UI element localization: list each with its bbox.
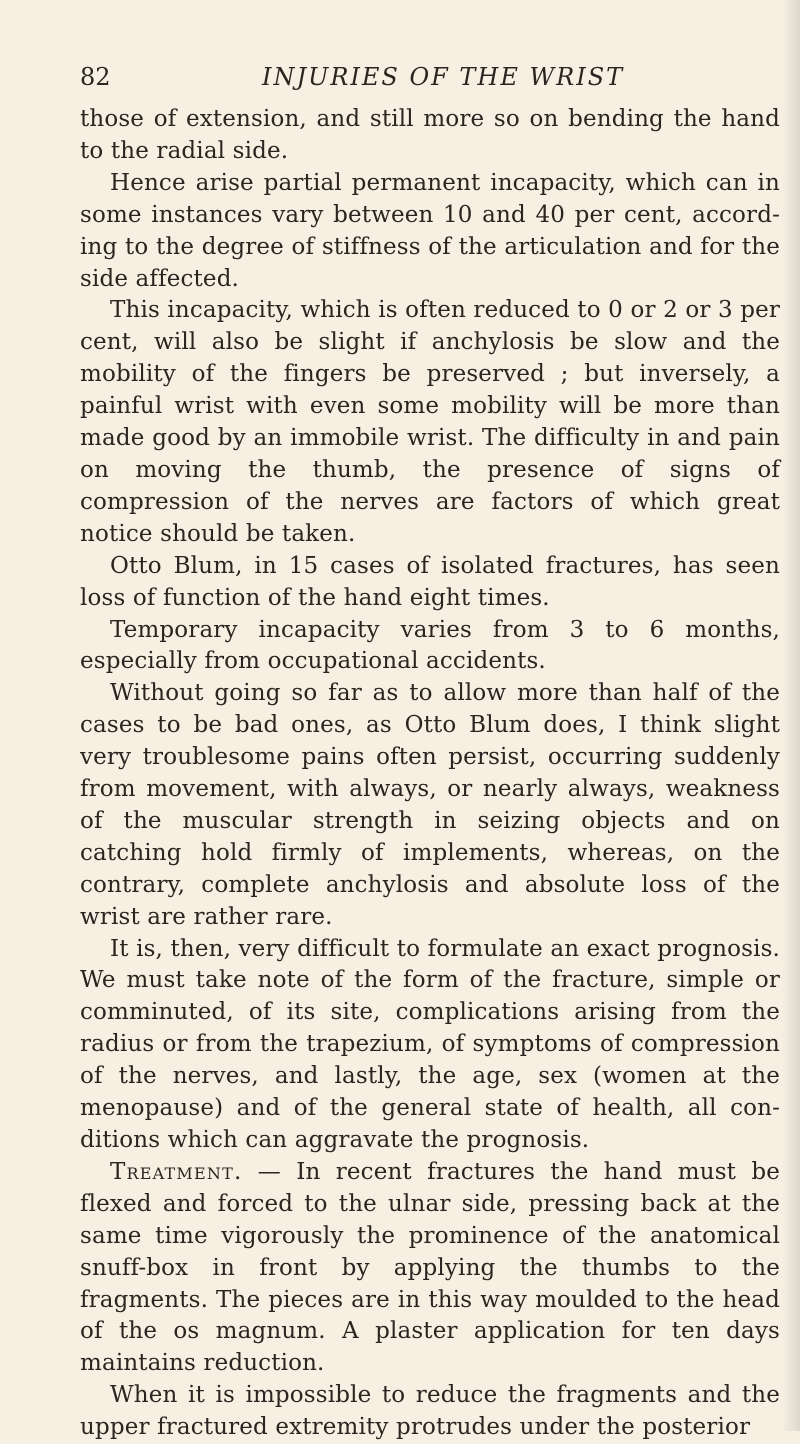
- page-number: 82: [80, 63, 111, 91]
- paragraph: Hence arise partial permanent incapacity, which can in some instances vary between 10 and 40 per cent, accord-ing to the degree of stiffness of the articulation and for the side affected.: [80, 169, 780, 292]
- page-header: [80, 62, 780, 92]
- body-text: [80, 104, 780, 1444]
- paragraph: When it is impossible to reduce the fragments and the upper fractured extremity protrudes under the posterior: [80, 1382, 780, 1441]
- paragraph: Otto Blum, in 15 cases of isolated fractures, has seen loss of function of the hand eight times.: [80, 552, 780, 611]
- paragraph: Without going so far as to allow more than half of the cases to be bad ones, as Otto Blum does, I think slight very troublesome pains often persist, occurring suddenly from movement, with always, or nearly always, weakness of the muscular strength in seizing objects and on catching hold firmly of implements, whereas, on the contrary, complete anchylosis and absolute loss of the wrist are rather rare.: [80, 680, 780, 930]
- page-edge-shadow: [782, 0, 800, 1431]
- running-title: INJURIES OF THE WRIST: [262, 63, 625, 91]
- treatment-separator: —: [242, 1158, 297, 1185]
- paragraph: Temporary incapacity varies from 3 to 6 months, especially from occupational accidents.: [80, 616, 780, 675]
- treatment-paragraph: [80, 1157, 780, 1380]
- paragraph: those of extension, and still more so on bending the hand to the radial side.: [80, 106, 780, 164]
- treatment-heading: Treatment.: [110, 1158, 243, 1185]
- paragraph: This incapacity, which is often reduced to 0 or 2 or 3 per cent, will also be slight if anchylosis be slow and the mobility of the fingers be preserved ; but inversely, a painful wrist with even some mobility will be more than made good by an immobile wrist. The difficulty in and pain on moving the thumb, the presence of signs of compression of the nerves are factors of which great notice should be taken.: [80, 297, 780, 547]
- treatment-text: In recent fractures the hand must be flexed and forced to the ulnar side, pressing back at the same time vigorously the prominence of the anatomical snuff-box in front by applying the thumbs to the fragments. The pieces are in this way moulded to the head of the os magnum. A plaster application for ten days maintains reduction.: [80, 1158, 780, 1377]
- paragraph: It is, then, very difficult to formulate an exact prognosis. We must take note of the form of the fracture, simple or comminuted, of its site, complications arising from the radius or from the trapezium, of symptoms of compression of the nerves, and lastly, the age, sex (women at the menopause) and of the general state of health, all con-ditions which can aggravate the prognosis.: [80, 935, 780, 1153]
